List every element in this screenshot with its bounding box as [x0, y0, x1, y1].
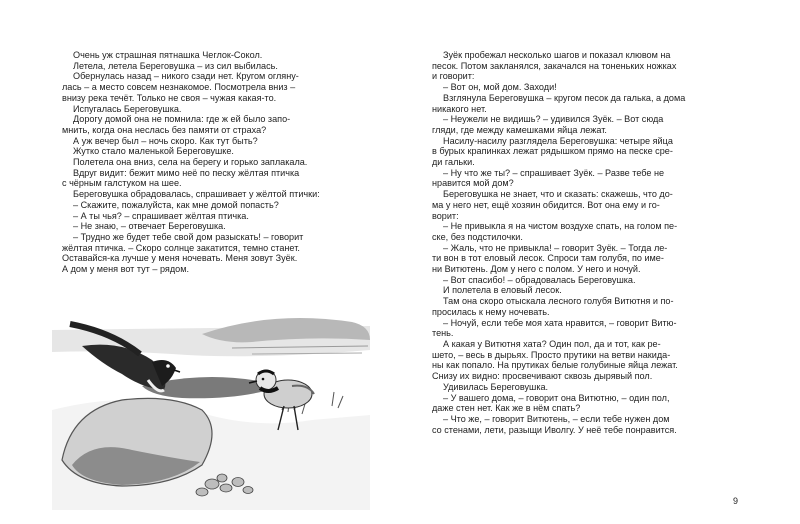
text-line: Береговушка не знает, что и сказать: скажешь, что до-: [443, 189, 673, 200]
text-line: Летела, летела Береговушка – из сил выбилась.: [73, 60, 278, 71]
text-line: Насилу-насилу разглядела Береговушка: четыре яйца: [443, 135, 673, 146]
text-line: в бурых крапинках лежат рядышком прямо на песке сре-: [432, 146, 673, 157]
text-line: тень.: [432, 328, 454, 339]
text-line: Удивилась Береговушка.: [443, 381, 549, 392]
text-line: Вдруг видит: бежит мимо неё по песку жёлтая птичка: [73, 167, 300, 178]
text-line: лась – а место совсем незнакомое. Посмотрела вниз –: [62, 82, 296, 93]
text-line: Взглянула Береговушка – кругом песок да галька, а дома: [443, 92, 686, 103]
text-line: – Неужели не видишь? – удивился Зуёк. – Вот сюда: [443, 114, 664, 125]
text-line: шето, – весь в дырьях. Просто прутики на ветви накида-: [432, 349, 671, 360]
text-line: со стенами, лети, разыщи Иволгу. У неё тебе понравится.: [432, 424, 677, 435]
text-line: – Что же, – говорит Витютень, – если тебе нужен дом: [443, 413, 670, 424]
text-line: Оставайся-ка лучше у меня ночевать. Меня зовут Зуёк.: [62, 253, 298, 264]
text-line: просилась к нему ночевать.: [432, 306, 550, 317]
text-line: – Трудно же будет тебе свой дом разыскать! – говорит: [73, 231, 304, 242]
text-line: ске, без подстилочки.: [432, 231, 523, 242]
text-line: ди гальки.: [432, 157, 475, 168]
text-line: ти вон в тот еловый лесок. Спроси там голубя, по име-: [432, 253, 664, 264]
text-line: – Вот спасибо! – обрадовалась Береговушка.: [443, 274, 636, 285]
text-line: И полетела в еловый лесок.: [443, 285, 562, 296]
plover-bird: [249, 370, 314, 430]
text-line: никакого нет.: [432, 103, 487, 114]
text-line: ма у него нет, ещё хозяин обидится. Вот она ему и го-: [432, 199, 660, 210]
text-line: песок. Потом закланялся, закачался на тоненьких ножках: [432, 60, 677, 71]
illustration-birds-on-shore: [52, 290, 370, 510]
text-line: ни Витютень. Дом у него с полом. У него и ночуй.: [432, 264, 641, 275]
text-line: и говорит:: [432, 71, 475, 82]
text-line: ны как попало. На прутиках белые голубиные яйца лежат.: [432, 360, 678, 371]
text-line: А уж вечер был – ночь скоро. Как тут быть?: [73, 135, 258, 146]
text-line: А дом у меня вот тут – рядом.: [62, 264, 189, 275]
text-line: Испугалась Береговушка.: [73, 103, 182, 114]
text-line: Дорогу домой она не помнила: где ж ей было запо-: [73, 114, 291, 125]
text-line: гляди, где между камешками яйца лежат.: [432, 124, 607, 135]
text-line: Жутко стало маленькой Береговушке.: [73, 146, 234, 157]
text-line: Там она скоро отыскала лесного голубя Витютня и по-: [443, 296, 674, 307]
text-line: А какая у Витютня хата? Один пол, да и тот, как ре-: [443, 338, 661, 349]
right-text-column: [432, 50, 738, 435]
text-line: жёлтая птичка. – Скоро солнце закатится, темно станет.: [62, 242, 300, 253]
text-line: внизу река течёт. Только не своя – чужая какая-то.: [62, 92, 277, 103]
text-line: мнить, когда она неслась без памяти от страха?: [62, 124, 267, 135]
text-line: даже стен нет. Как же в нём спать?: [432, 403, 581, 414]
text-line: – А ты чья? – спрашивает жёлтая птичка.: [73, 210, 249, 221]
text-line: Снизу их видно: просвечивают сквозь дырявый пол.: [432, 371, 653, 382]
text-line: Береговушка обрадовалась, спрашивает у жёлтой птички:: [73, 189, 320, 200]
text-line: – Скажите, пожалуйста, как мне домой попасть?: [73, 199, 279, 210]
text-line: – Не знаю, – отвечает Береговушка.: [73, 221, 226, 232]
text-line: Полетела она вниз, села на берегу и горько заплакала.: [73, 157, 308, 168]
text-line: – Не привыкла я на чистом воздухе спать, на голом пе-: [443, 221, 678, 232]
text-line: Очень уж страшная пятнашка Чеглок-Сокол.: [73, 50, 263, 60]
left-text-column: [62, 50, 358, 275]
text-line: – Жаль, что не привыкла! – говорит Зуёк. – Тогда ле-: [443, 242, 668, 253]
text-line: Обернулась назад – никого сзади нет. Кругом огляну-: [73, 71, 299, 82]
text-line: Зуёк пробежал несколько шагов и показал клювом на: [443, 50, 671, 60]
text-line: – Ну что же ты? – спрашивает Зуёк. – Разве тебе не: [443, 167, 665, 178]
text-line: нравится мой дом?: [432, 178, 514, 189]
text-line: ворит:: [432, 210, 459, 221]
text-line: – У вашего дома, – говорит она Витютню, – один пол,: [443, 392, 670, 403]
text-line: с чёрным галстуком на шее.: [62, 178, 182, 189]
page-number: 9: [733, 496, 739, 506]
text-line: – Ночуй, если тебе моя хата нравится, – говорит Витю-: [443, 317, 677, 328]
text-line: – Вот он, мой дом. Заходи!: [443, 82, 557, 93]
far-shore: [202, 318, 370, 342]
